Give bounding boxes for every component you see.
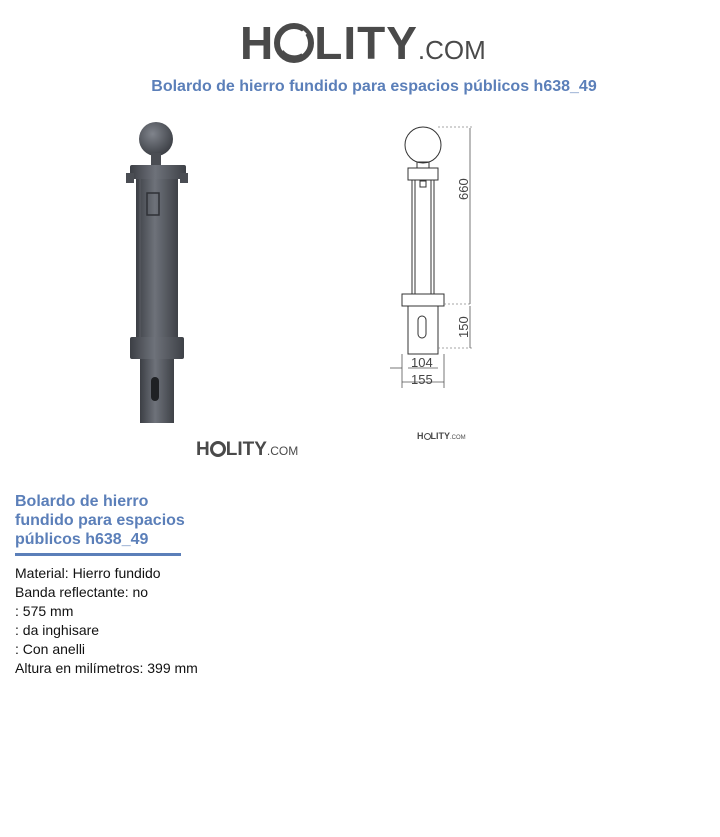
logo-o-icon	[274, 23, 314, 63]
spec-rings: : Con anelli	[15, 641, 86, 657]
drawing-logo-o-icon	[424, 433, 431, 440]
logo-wordmark: H LITY.COM	[240, 17, 486, 69]
bollard-photo	[118, 115, 208, 430]
details-divider	[15, 553, 181, 556]
photo-logo: H LITY.COM	[196, 439, 299, 460]
spec-height: Altura en milímetros: 399 mm	[15, 660, 198, 676]
spec-installation: : da inghisare	[15, 622, 100, 638]
spec-list	[15, 564, 198, 678]
dimension-660: 660	[456, 178, 471, 200]
dimension-104: 104	[411, 355, 433, 370]
dimension-155: 155	[411, 372, 433, 387]
spec-reflective-band: Banda reflectante: no	[15, 584, 149, 600]
technical-drawing	[380, 118, 490, 398]
spec-dimension: : 575 mm	[15, 603, 74, 619]
holity-logo[interactable]	[240, 17, 486, 69]
photo-logo-o-icon	[210, 441, 226, 457]
drawing-logo: H LITY.COM	[417, 431, 466, 441]
page-title: Bolardo de hierro fundido para espacios públicos h638_49	[151, 78, 597, 95]
details-title: Bolardo de hierro fundido para espacios públicos h638_49	[15, 493, 185, 548]
spec-material: Material: Hierro fundido	[15, 565, 161, 581]
dimension-150: 150	[456, 316, 471, 338]
